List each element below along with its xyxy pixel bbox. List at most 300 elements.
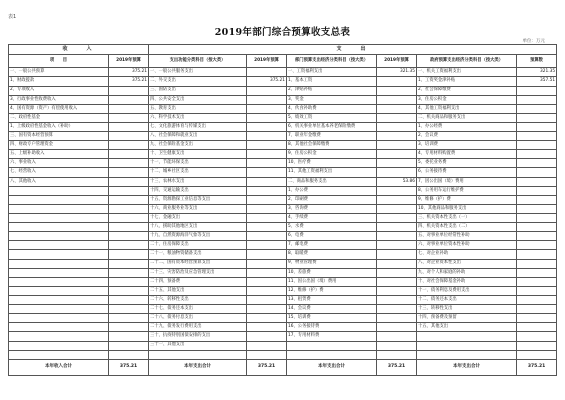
amount-cell [247, 122, 287, 131]
amount-cell [247, 332, 287, 341]
item-cell: 5、水费 [287, 223, 377, 232]
item-cell: 9、物业管理费 [287, 259, 377, 268]
table-row [9, 214, 557, 223]
amount-cell [517, 104, 557, 113]
amount-cell [377, 241, 417, 250]
item-cell: 八、其他收入 [9, 177, 109, 186]
function-total-value: 375.21 [247, 359, 287, 375]
item-cell: 1、办公经费 [417, 122, 517, 131]
item-cell: 二十、住房保障支出 [149, 241, 247, 250]
table-row [9, 86, 557, 95]
amount-cell [377, 150, 417, 159]
table-row [9, 250, 557, 259]
amount-cell: 375.21 [247, 77, 287, 86]
amount-cell [377, 332, 417, 341]
item-cell: 六、事业收入 [9, 159, 109, 168]
table-row [9, 332, 557, 341]
amount-cell [247, 177, 287, 186]
amount-cell [109, 95, 149, 104]
amount-cell [247, 241, 287, 250]
amount-cell [247, 95, 287, 104]
amount-cell [247, 314, 287, 323]
amount-cell [247, 296, 287, 305]
item-cell: 6、电费 [287, 232, 377, 241]
income-group-header: 收 入 [9, 45, 149, 55]
amount-cell [247, 259, 287, 268]
item-cell: 十五、其他支出 [417, 323, 517, 332]
amount-cell [377, 141, 417, 150]
amount-cell [517, 323, 557, 332]
amount-cell [377, 95, 417, 104]
item-cell: 11、因公出国（境）费用 [287, 277, 377, 286]
amount-cell [517, 132, 557, 141]
amount-cell [109, 122, 149, 131]
item-cell: 二、商品和服务支出 [287, 177, 377, 186]
amount-cell [247, 141, 287, 150]
amount-cell [109, 268, 149, 277]
item-cell: 1、办公费 [287, 186, 377, 195]
item-cell: 12、维修（护）费 [287, 286, 377, 295]
amount-cell [517, 168, 557, 177]
amount-cell [247, 159, 287, 168]
item-cell: 4、其他工资福利支出 [417, 104, 517, 113]
item-cell [9, 296, 109, 305]
item-cell: 2、专项收入 [9, 86, 109, 95]
column-header: 2019年预算 [377, 55, 417, 68]
amount-cell: 321.35 [517, 68, 557, 77]
item-cell: 二、外交支出 [149, 77, 247, 86]
amount-cell [247, 350, 287, 359]
column-header-row [9, 55, 557, 68]
item-cell [417, 341, 517, 350]
table-row [9, 323, 557, 332]
amount-cell [517, 223, 557, 232]
item-cell: 17、专用材料费 [287, 332, 377, 341]
amount-cell [377, 86, 417, 95]
amount-cell [109, 323, 149, 332]
column-header: 项 目 [9, 55, 109, 68]
amount-cell [109, 296, 149, 305]
item-cell: 4、手续费 [287, 214, 377, 223]
item-cell: 7、邮电费 [287, 241, 377, 250]
column-header: 预算数 [517, 55, 557, 68]
item-cell: 6、机关事业单位基本养老保险缴费 [287, 122, 377, 131]
expenditure-group-header: 支 出 [149, 45, 557, 55]
item-cell: 四、财政专户管理资金 [9, 141, 109, 150]
table-row [9, 141, 557, 150]
item-cell [9, 259, 109, 268]
amount-cell [517, 305, 557, 314]
item-cell: 4、伙食补助费 [287, 104, 377, 113]
amount-cell [377, 223, 417, 232]
amount-cell [247, 286, 287, 295]
item-cell: 15、培训费 [287, 314, 377, 323]
income-total-label: 本年收入合计 [9, 359, 109, 375]
item-cell [9, 268, 109, 277]
column-header: 政府预算支出经济分类科目（按大类） [417, 55, 517, 68]
item-cell: 十二、债务还本支出 [417, 296, 517, 305]
item-cell: 4、国有资源（资产）有偿使用收入 [9, 104, 109, 113]
item-cell: 三、国防支出 [149, 86, 247, 95]
amount-cell [517, 150, 557, 159]
item-cell [9, 341, 109, 350]
item-cell: 五、上级补助收入 [9, 150, 109, 159]
table-row [9, 350, 557, 359]
amount-cell [247, 214, 287, 223]
table-row [9, 305, 557, 314]
table-row [9, 132, 557, 141]
item-cell: 4、专用材料购置费 [417, 150, 517, 159]
item-cell [9, 232, 109, 241]
amount-cell [517, 286, 557, 295]
item-cell: 八、社会保障和就业支出 [149, 132, 247, 141]
gov-total-label: 本年支出合计 [417, 359, 517, 375]
item-cell: 八、对企业资本性支出 [417, 259, 517, 268]
amount-cell [517, 113, 557, 122]
function-total-label: 本年支出合计 [149, 359, 247, 375]
item-cell: 六、对事业单位资本性补助 [417, 241, 517, 250]
item-cell: 一、一般公共预算 [9, 68, 109, 77]
item-cell: 七、经营收入 [9, 168, 109, 177]
amount-cell [109, 350, 149, 359]
item-cell: 2、社会保障缴费 [417, 86, 517, 95]
table-row [9, 177, 557, 186]
amount-cell: 321.35 [377, 68, 417, 77]
amount-cell [377, 122, 417, 131]
amount-cell [247, 86, 287, 95]
amount-cell [109, 241, 149, 250]
amount-cell [377, 323, 417, 332]
amount-cell [109, 250, 149, 259]
amount-cell [247, 341, 287, 350]
item-cell: 二十五、其他支出 [149, 286, 247, 295]
amount-cell [377, 314, 417, 323]
amount-cell [109, 332, 149, 341]
amount-cell [377, 286, 417, 295]
item-cell: 10、医疗费 [287, 159, 377, 168]
amount-cell [247, 232, 287, 241]
unit-label: 单位：万元 [522, 39, 545, 44]
item-cell: 9、维修（护）费 [417, 195, 517, 204]
dept-total-value: 375.21 [377, 359, 417, 375]
amount-cell [247, 277, 287, 286]
item-cell: 1、财政拨款 [9, 77, 109, 86]
table-row [9, 122, 557, 131]
amount-cell [517, 314, 557, 323]
gov-total-value: 375.21 [517, 359, 557, 375]
item-cell: 3、住房公积金 [417, 95, 517, 104]
amount-cell [247, 223, 287, 232]
amount-cell [247, 113, 287, 122]
item-cell: 七、对企业补助 [417, 250, 517, 259]
amount-cell [247, 132, 287, 141]
table-row [9, 277, 557, 286]
amount-cell [517, 259, 557, 268]
item-cell: 十六、商业服务业等支出 [149, 204, 247, 213]
item-cell: 五、对事业单位经常性补助 [417, 232, 517, 241]
amount-cell [109, 168, 149, 177]
amount-cell [517, 332, 557, 341]
amount-cell [377, 232, 417, 241]
amount-cell [109, 150, 149, 159]
item-cell: 十九、自然资源海洋气象等支出 [149, 232, 247, 241]
item-cell [9, 323, 109, 332]
item-cell: 二十八、债务付息支出 [149, 314, 247, 323]
amount-cell [247, 195, 287, 204]
amount-cell [377, 132, 417, 141]
amount-cell [517, 177, 557, 186]
item-cell: 3、行政事业性收费收入 [9, 95, 109, 104]
amount-cell [517, 159, 557, 168]
item-cell [417, 332, 517, 341]
table-row [9, 186, 557, 195]
item-cell [9, 350, 109, 359]
item-cell: 十三、转移性支出 [417, 305, 517, 314]
amount-cell [377, 250, 417, 259]
amount-cell [377, 214, 417, 223]
item-cell: 3、咨询费 [287, 204, 377, 213]
amount-cell [377, 186, 417, 195]
item-cell [9, 305, 109, 314]
amount-cell [109, 223, 149, 232]
item-cell: 8、其他社会保障缴费 [287, 141, 377, 150]
item-cell [287, 350, 377, 359]
amount-cell [517, 95, 557, 104]
amount-cell [247, 168, 287, 177]
table-row [9, 259, 557, 268]
item-cell [287, 341, 377, 350]
table-row [9, 68, 557, 77]
item-cell: 7、因公出国（境）费用 [417, 177, 517, 186]
item-cell: 2、会议费 [417, 132, 517, 141]
amount-cell [517, 277, 557, 286]
item-cell [9, 223, 109, 232]
amount-cell [517, 214, 557, 223]
amount-cell [109, 141, 149, 150]
amount-cell [247, 186, 287, 195]
item-cell: 3、奖金 [287, 95, 377, 104]
amount-cell [247, 250, 287, 259]
item-cell [9, 241, 109, 250]
item-cell: 8、公务用车运行维护费 [417, 186, 517, 195]
item-cell [9, 332, 109, 341]
amount-cell: 375.21 [109, 68, 149, 77]
item-cell: 10、其他商品和服务支出 [417, 204, 517, 213]
item-cell [9, 314, 109, 323]
table-row [9, 268, 557, 277]
amount-cell [377, 104, 417, 113]
item-cell: 一、工资福利支出 [287, 68, 377, 77]
item-cell: 5、绩效工资 [287, 113, 377, 122]
item-cell: 四、公共安全支出 [149, 95, 247, 104]
amount-cell [247, 150, 287, 159]
amount-cell [517, 204, 557, 213]
amount-cell [109, 132, 149, 141]
table-number-label: 表1 [8, 14, 17, 20]
item-cell: 十一、节能环保支出 [149, 159, 247, 168]
item-cell: 二十六、转移性支出 [149, 296, 247, 305]
item-cell: 一、机关工资福利支出 [417, 68, 517, 77]
column-header: 支出功能分类科目（按大类） [149, 55, 247, 68]
item-cell: 十八、援助其他地区支出 [149, 223, 247, 232]
amount-cell: 357.51 [517, 77, 557, 86]
amount-cell [109, 86, 149, 95]
column-header: 部门预算支出经济分类科目（按大类） [287, 55, 377, 68]
amount-cell [109, 286, 149, 295]
amount-cell [109, 277, 149, 286]
amount-cell: 53.86 [377, 177, 417, 186]
table-row [9, 296, 557, 305]
amount-cell [517, 195, 557, 204]
item-cell: 三、国有资本经营预算 [9, 132, 109, 141]
item-cell [9, 195, 109, 204]
item-cell: 2、津贴补贴 [287, 86, 377, 95]
item-cell [9, 204, 109, 213]
item-cell: 一、一般公共服务支出 [149, 68, 247, 77]
item-cell: 十一、债务利息及费用支出 [417, 286, 517, 295]
amount-cell [109, 341, 149, 350]
table-row [9, 150, 557, 159]
item-cell: 十三、农林水支出 [149, 177, 247, 186]
amount-cell [377, 268, 417, 277]
amount-cell [247, 204, 287, 213]
item-cell: 二十四、预备费 [149, 277, 247, 286]
item-cell: 1、基本工资 [287, 77, 377, 86]
item-cell: 1、上级政府性基金收入（补助） [9, 122, 109, 131]
item-cell: 11、其他工资福利支出 [287, 168, 377, 177]
page-title: 2019年部门综合预算收支总表 [214, 27, 351, 38]
amount-cell [517, 232, 557, 241]
item-cell: 二、政府性基金 [9, 113, 109, 122]
item-cell [9, 250, 109, 259]
item-cell: 1、工资奖金津补贴 [417, 77, 517, 86]
amount-cell [517, 341, 557, 350]
item-cell [417, 350, 517, 359]
item-cell: 13、租赁费 [287, 296, 377, 305]
item-cell: 十四、预备费及预留 [417, 314, 517, 323]
amount-cell [109, 214, 149, 223]
amount-cell [377, 113, 417, 122]
amount-cell [517, 268, 557, 277]
item-cell: 十五、资源勘探工业信息等支出 [149, 195, 247, 204]
item-cell: 3、培训费 [417, 141, 517, 150]
amount-cell [247, 104, 287, 113]
table-row [9, 159, 557, 168]
amount-cell [377, 350, 417, 359]
budget-summary-table [8, 44, 557, 376]
table-row [9, 113, 557, 122]
table-row [9, 204, 557, 213]
item-cell: 九、社会保险基金支出 [149, 141, 247, 150]
item-cell: 六、科学技术支出 [149, 113, 247, 122]
dept-total-label: 本年支出合计 [287, 359, 377, 375]
item-cell: 九、对个人和家庭的补助 [417, 268, 517, 277]
amount-cell [109, 159, 149, 168]
amount-cell [109, 232, 149, 241]
table-row [9, 341, 557, 350]
item-cell: 9、住房公积金 [287, 150, 377, 159]
amount-cell [109, 186, 149, 195]
amount-cell [109, 177, 149, 186]
amount-cell [517, 250, 557, 259]
amount-cell [247, 268, 287, 277]
amount-cell [109, 113, 149, 122]
totals-row [9, 359, 557, 375]
amount-cell [517, 186, 557, 195]
item-cell: 二十一、粮油物资储备支出 [149, 250, 247, 259]
amount-cell [377, 296, 417, 305]
table-row [9, 232, 557, 241]
column-header: 2019年预算 [109, 55, 149, 68]
amount-cell [517, 350, 557, 359]
amount-cell [377, 204, 417, 213]
item-cell [9, 286, 109, 295]
item-cell: 三、机关资本性支出（一） [417, 214, 517, 223]
item-cell: 8、取暖费 [287, 250, 377, 259]
table-row [9, 104, 557, 113]
column-header: 2019年预算 [247, 55, 287, 68]
item-cell: 七、文化旅游体育与传媒支出 [149, 122, 247, 131]
item-cell [9, 186, 109, 195]
amount-cell: 375.21 [109, 77, 149, 86]
table-row [9, 168, 557, 177]
item-cell: 二十九、债务发行费用支出 [149, 323, 247, 332]
table-row [9, 286, 557, 295]
item-cell: 五、教育支出 [149, 104, 247, 113]
amount-cell [377, 305, 417, 314]
amount-cell [247, 323, 287, 332]
item-cell: 7、职业年金缴费 [287, 132, 377, 141]
item-cell: 14、会议费 [287, 305, 377, 314]
item-cell [9, 277, 109, 286]
amount-cell [109, 204, 149, 213]
table-row [9, 241, 557, 250]
item-cell: 十七、金融支出 [149, 214, 247, 223]
item-cell: 二十七、债务还本支出 [149, 305, 247, 314]
amount-cell [377, 168, 417, 177]
item-cell: 十、卫生健康支出 [149, 150, 247, 159]
amount-cell [109, 314, 149, 323]
amount-cell [377, 159, 417, 168]
item-cell: 三十一、其他支出 [149, 341, 247, 350]
item-cell [9, 214, 109, 223]
item-cell: 10、差旅费 [287, 268, 377, 277]
item-cell: 二、机关商品和服务支出 [417, 113, 517, 122]
table-row [9, 95, 557, 104]
group-header-row [9, 45, 557, 55]
item-cell: 5、委托业务费 [417, 159, 517, 168]
item-cell: 三十、抗疫特别国债安排的支出 [149, 332, 247, 341]
amount-cell [109, 195, 149, 204]
item-cell: 十四、交通运输支出 [149, 186, 247, 195]
table-row [9, 314, 557, 323]
item-cell: 6、公务接待费 [417, 168, 517, 177]
item-cell: 十二、城乡社区支出 [149, 168, 247, 177]
amount-cell [377, 341, 417, 350]
item-cell: 二十二、国有资本经营预算支出 [149, 259, 247, 268]
table-row [9, 77, 557, 86]
amount-cell [517, 122, 557, 131]
table-row [9, 195, 557, 204]
amount-cell [517, 296, 557, 305]
amount-cell [377, 277, 417, 286]
amount-cell [247, 68, 287, 77]
item-cell: 十、对社会保障基金补助 [417, 277, 517, 286]
amount-cell [377, 259, 417, 268]
item-cell: 四、机关资本性支出（二） [417, 223, 517, 232]
item-cell: 16、公务接待费 [287, 323, 377, 332]
amount-cell [109, 305, 149, 314]
